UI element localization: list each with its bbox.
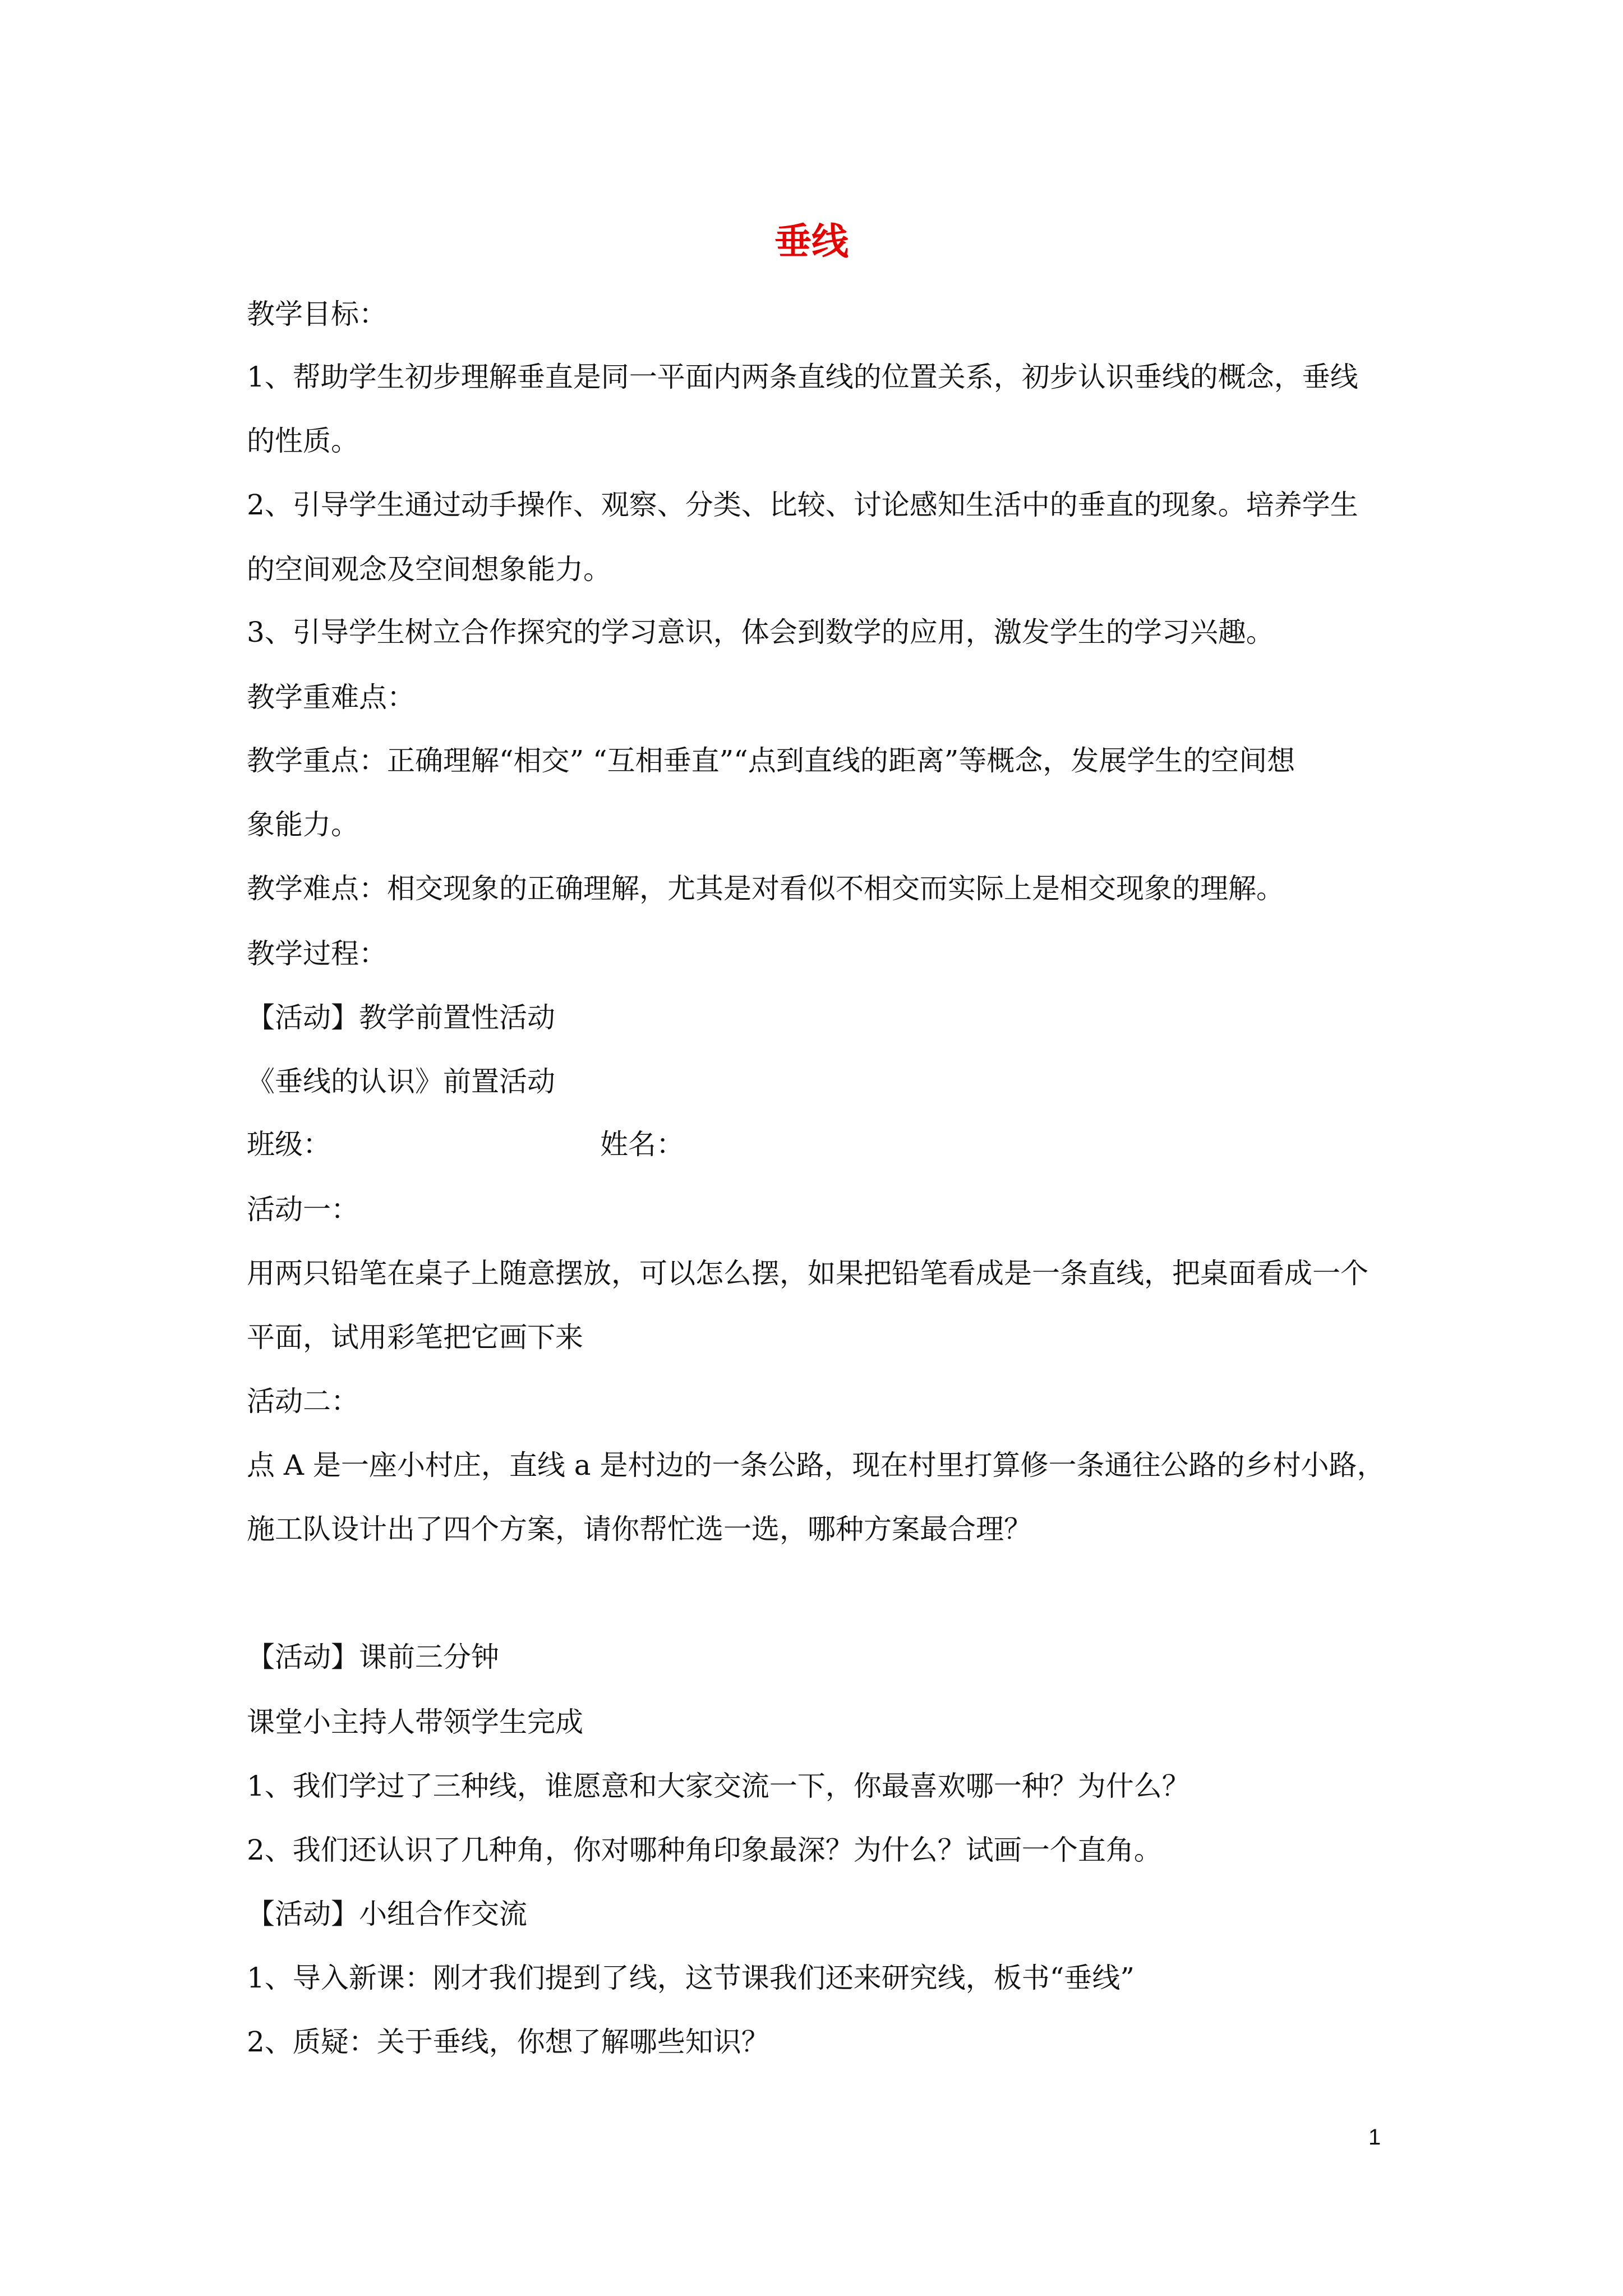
key-point-line-1: 教学重点：正确理解“相交” “互相垂直”“点到直线的距离”等概念，发展学生的空间想 — [247, 744, 1295, 777]
question-1-line: 1、我们学过了三种线，谁愿意和大家交流一下，你最喜欢哪一种？为什么？ — [247, 1770, 1190, 1802]
activity-one-line-1: 用两只铅笔在桌子上随意摆放，可以怎么摆，如果把铅笔看成是一条直线，把桌面看成一个 — [247, 1257, 1368, 1290]
section-heading-key-points: 教学重难点： — [247, 681, 415, 714]
activity-pre-class-heading: 【活动】教学前置性活动 — [247, 1001, 555, 1034]
objective-1-line-1: 1、帮助学生初步理解垂直是同一平面内两条直线的位置关系，初步认识垂线的概念，垂线 — [247, 361, 1358, 393]
question-perpendicular-line: 2、质疑：关于垂线，你想了解哪些知识？ — [247, 2026, 769, 2058]
key-point-line-2: 象能力。 — [247, 808, 359, 841]
class-name-row — [247, 1122, 684, 1167]
objective-2-line-1: 2、引导学生通过动手操作、观察、分类、比较、讨论感知生活中的垂直的现象。培养学生 — [247, 489, 1358, 521]
activity-group-heading: 【活动】小组合作交流 — [247, 1898, 527, 1930]
section-heading-process: 教学过程： — [247, 937, 387, 970]
objective-2-line-2: 的空间观念及空间想象能力。 — [247, 553, 611, 586]
intro-new-lesson-line: 1、导入新课：刚才我们提到了线，这节课我们还来研究线，板书“垂线” — [247, 1962, 1135, 1994]
class-label: 班级： — [247, 1128, 331, 1161]
activity-two-heading: 活动二： — [247, 1385, 359, 1418]
page-number: 1 — [1368, 2125, 1381, 2150]
name-label: 姓名： — [600, 1128, 684, 1161]
activity-two-line-2: 施工队设计出了四个方案，请你帮忙选一选，哪种方案最合理？ — [247, 1513, 1032, 1545]
activity-two-line-1: 点 A 是一座小村庄，直线 a 是村边的一条公路，现在村里打算修一条通往公路的乡村小路， — [247, 1449, 1385, 1481]
objective-3-line: 3、引导学生树立合作探究的学习意识，体会到数学的应用，激发学生的学习兴趣。 — [247, 616, 1274, 648]
activity-three-minutes-heading: 【活动】课前三分钟 — [247, 1641, 499, 1673]
pre-activity-title: 《垂线的认识》前置活动 — [247, 1065, 555, 1098]
question-2-line: 2、我们还认识了几种角，你对哪种角印象最深？为什么？试画一个直角。 — [247, 1834, 1162, 1866]
section-heading-objectives: 教学目标： — [247, 298, 387, 330]
objective-1-line-2: 的性质。 — [247, 425, 359, 457]
document-title: 垂线 — [774, 219, 849, 263]
activity-one-line-2: 平面，试用彩笔把它画下来 — [247, 1321, 583, 1354]
difficult-point-line: 教学难点：相交现象的正确理解，尤其是对看似不相交而实际上是相交现象的理解。 — [247, 872, 1284, 905]
activity-one-heading: 活动一： — [247, 1193, 359, 1226]
host-led-line: 课堂小主持人带领学生完成 — [247, 1706, 583, 1738]
